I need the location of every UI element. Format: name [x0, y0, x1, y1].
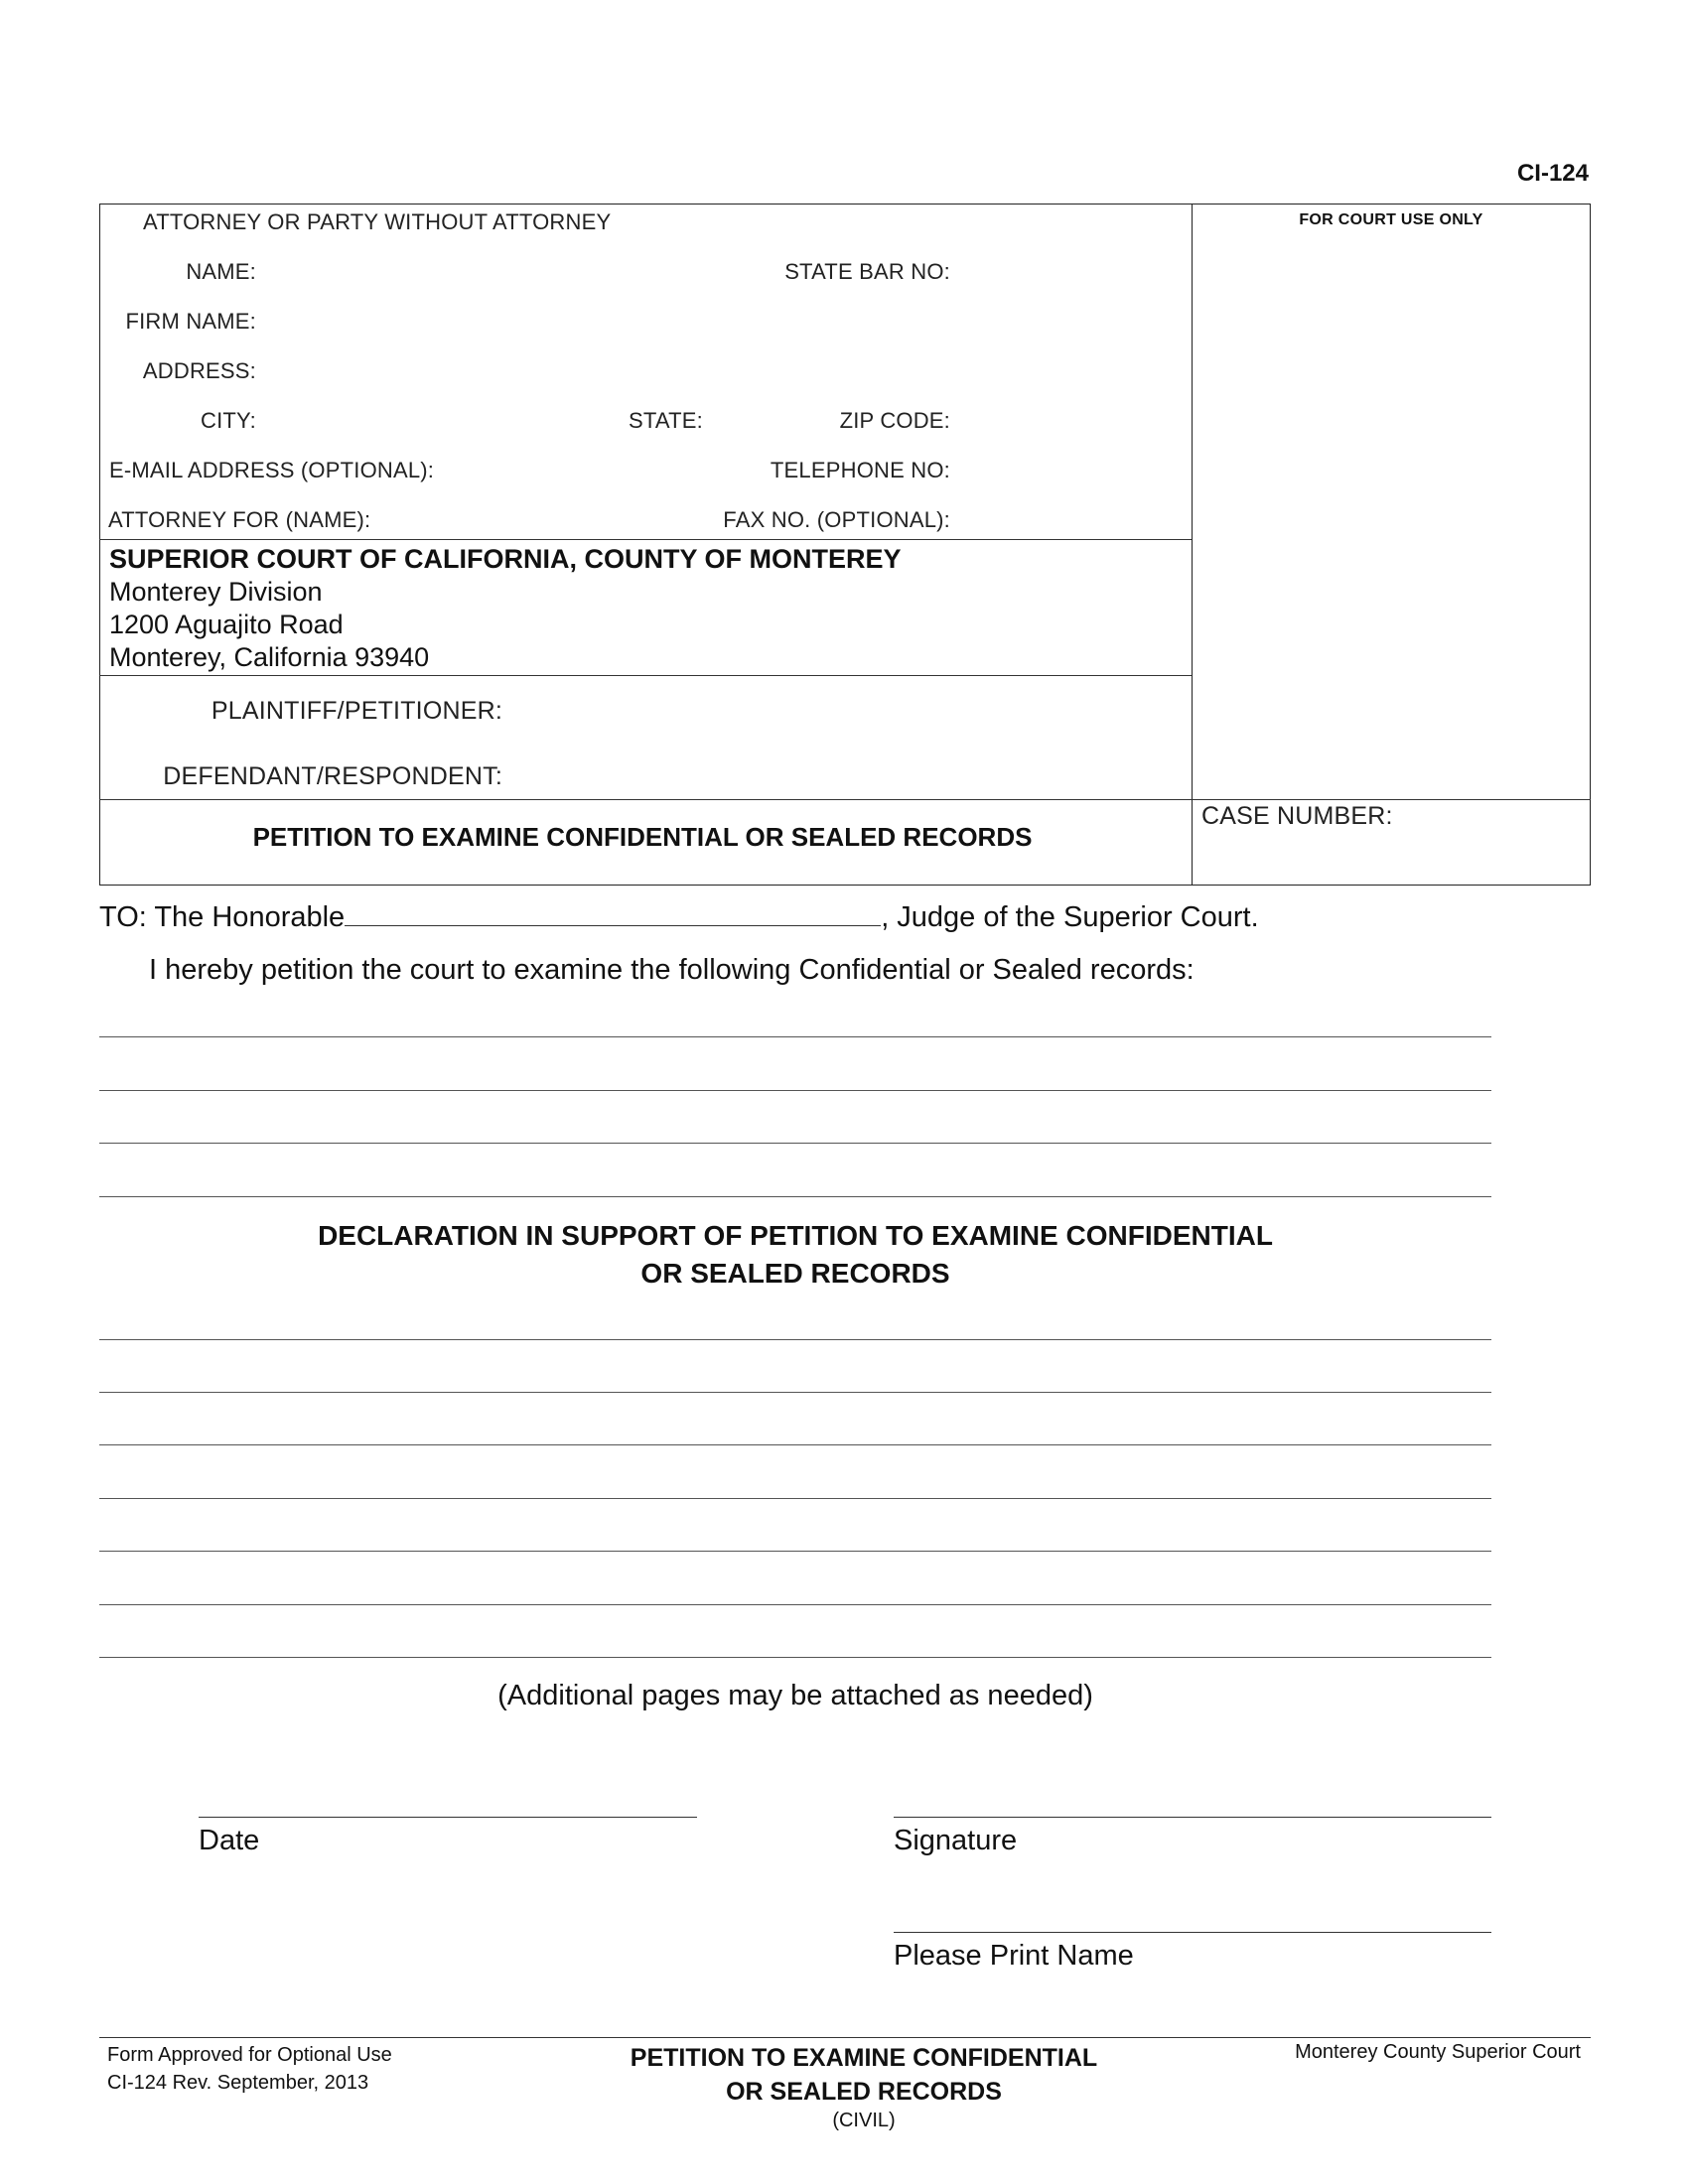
zip-code-label[interactable]: ZIP CODE: — [839, 408, 950, 433]
records-line[interactable] — [99, 1090, 1491, 1091]
print-name-line[interactable] — [894, 1932, 1491, 1933]
court-city-line: Monterey, California 93940 — [109, 642, 430, 672]
case-number-label[interactable]: CASE NUMBER: — [1201, 802, 1393, 830]
declaration-line[interactable] — [99, 1551, 1491, 1552]
city-label[interactable]: CITY: — [200, 408, 256, 433]
signature-line[interactable] — [894, 1817, 1491, 1818]
declaration-title — [99, 1217, 1491, 1293]
declaration-line[interactable] — [99, 1444, 1491, 1445]
declaration-line[interactable] — [99, 1498, 1491, 1499]
court-name: SUPERIOR COURT OF CALIFORNIA, COUNTY OF MONTEREY — [109, 544, 902, 574]
declaration-line[interactable] — [99, 1339, 1491, 1340]
attorney-heading: ATTORNEY OR PARTY WITHOUT ATTORNEY — [143, 209, 612, 234]
footer-left — [107, 2041, 392, 2097]
declaration-title-line2: OR SEALED RECORDS — [640, 1258, 950, 1289]
address-label[interactable]: ADDRESS: — [142, 358, 256, 383]
date-label: Date — [199, 1825, 260, 1856]
firm-name-label[interactable]: FIRM NAME: — [125, 309, 256, 334]
to-line-end: , Judge of the Superior Court. — [881, 901, 1259, 933]
court-section-divider — [99, 675, 1192, 676]
footer-revision: CI-124 Rev. September, 2013 — [107, 2072, 369, 2094]
date-line[interactable] — [199, 1817, 697, 1818]
declaration-line[interactable] — [99, 1657, 1491, 1658]
declaration-line[interactable] — [99, 1604, 1491, 1605]
additional-pages-note: (Additional pages may be attached as needed) — [497, 1680, 1093, 1711]
declaration-title-line1: DECLARATION IN SUPPORT OF PETITION TO EXAMINE CONFIDENTIAL — [318, 1220, 1273, 1251]
form-number: CI-124 — [1516, 160, 1589, 187]
footer-title-line2: OR SEALED RECORDS — [726, 2078, 1002, 2106]
judge-name-field[interactable] — [345, 901, 881, 926]
defendant-label[interactable]: DEFENDANT/RESPONDENT: — [163, 762, 502, 790]
signature-label: Signature — [894, 1825, 1018, 1856]
state-bar-label[interactable]: STATE BAR NO: — [784, 259, 950, 284]
telephone-label[interactable]: TELEPHONE NO: — [770, 458, 950, 482]
print-name-label: Please Print Name — [894, 1940, 1134, 1972]
footer-approved: Form Approved for Optional Use — [107, 2044, 392, 2066]
caption-title: PETITION TO EXAMINE CONFIDENTIAL OR SEALED RECORDS — [252, 822, 1033, 852]
fax-label[interactable]: FAX NO. (OPTIONAL): — [723, 507, 950, 532]
petition-text: I hereby petition the court to examine the following Confidential or Sealed records: — [149, 954, 1195, 986]
records-line[interactable] — [99, 1036, 1491, 1037]
name-label[interactable]: NAME: — [186, 259, 256, 284]
footer-title-line1: PETITION TO EXAMINE CONFIDENTIAL — [630, 2044, 1098, 2072]
court-use-divider — [1192, 204, 1193, 886]
records-line[interactable] — [99, 1196, 1491, 1197]
caption-title-row — [99, 800, 1192, 886]
attorney-section-divider — [99, 539, 1192, 540]
footer-court: Monterey County Superior Court — [1295, 2041, 1581, 2063]
records-line[interactable] — [99, 1143, 1491, 1144]
declaration-line[interactable] — [99, 1392, 1491, 1393]
footer-rule — [99, 2037, 1591, 2038]
email-label[interactable]: E-MAIL ADDRESS (OPTIONAL): — [109, 458, 435, 482]
court-division: Monterey Division — [109, 577, 323, 607]
court-street: 1200 Aguajito Road — [109, 610, 344, 639]
plaintiff-label[interactable]: PLAINTIFF/PETITIONER: — [211, 697, 502, 725]
footer-title — [576, 2041, 1152, 2132]
state-label[interactable]: STATE: — [629, 408, 703, 433]
court-use-only-label: FOR COURT USE ONLY — [1299, 211, 1483, 228]
to-line — [99, 901, 1259, 934]
attorney-for-label[interactable]: ATTORNEY FOR (NAME): — [108, 507, 371, 532]
to-line-start: TO: The Honorable — [99, 901, 346, 933]
footer-subtitle: (CIVIL) — [832, 2110, 896, 2131]
